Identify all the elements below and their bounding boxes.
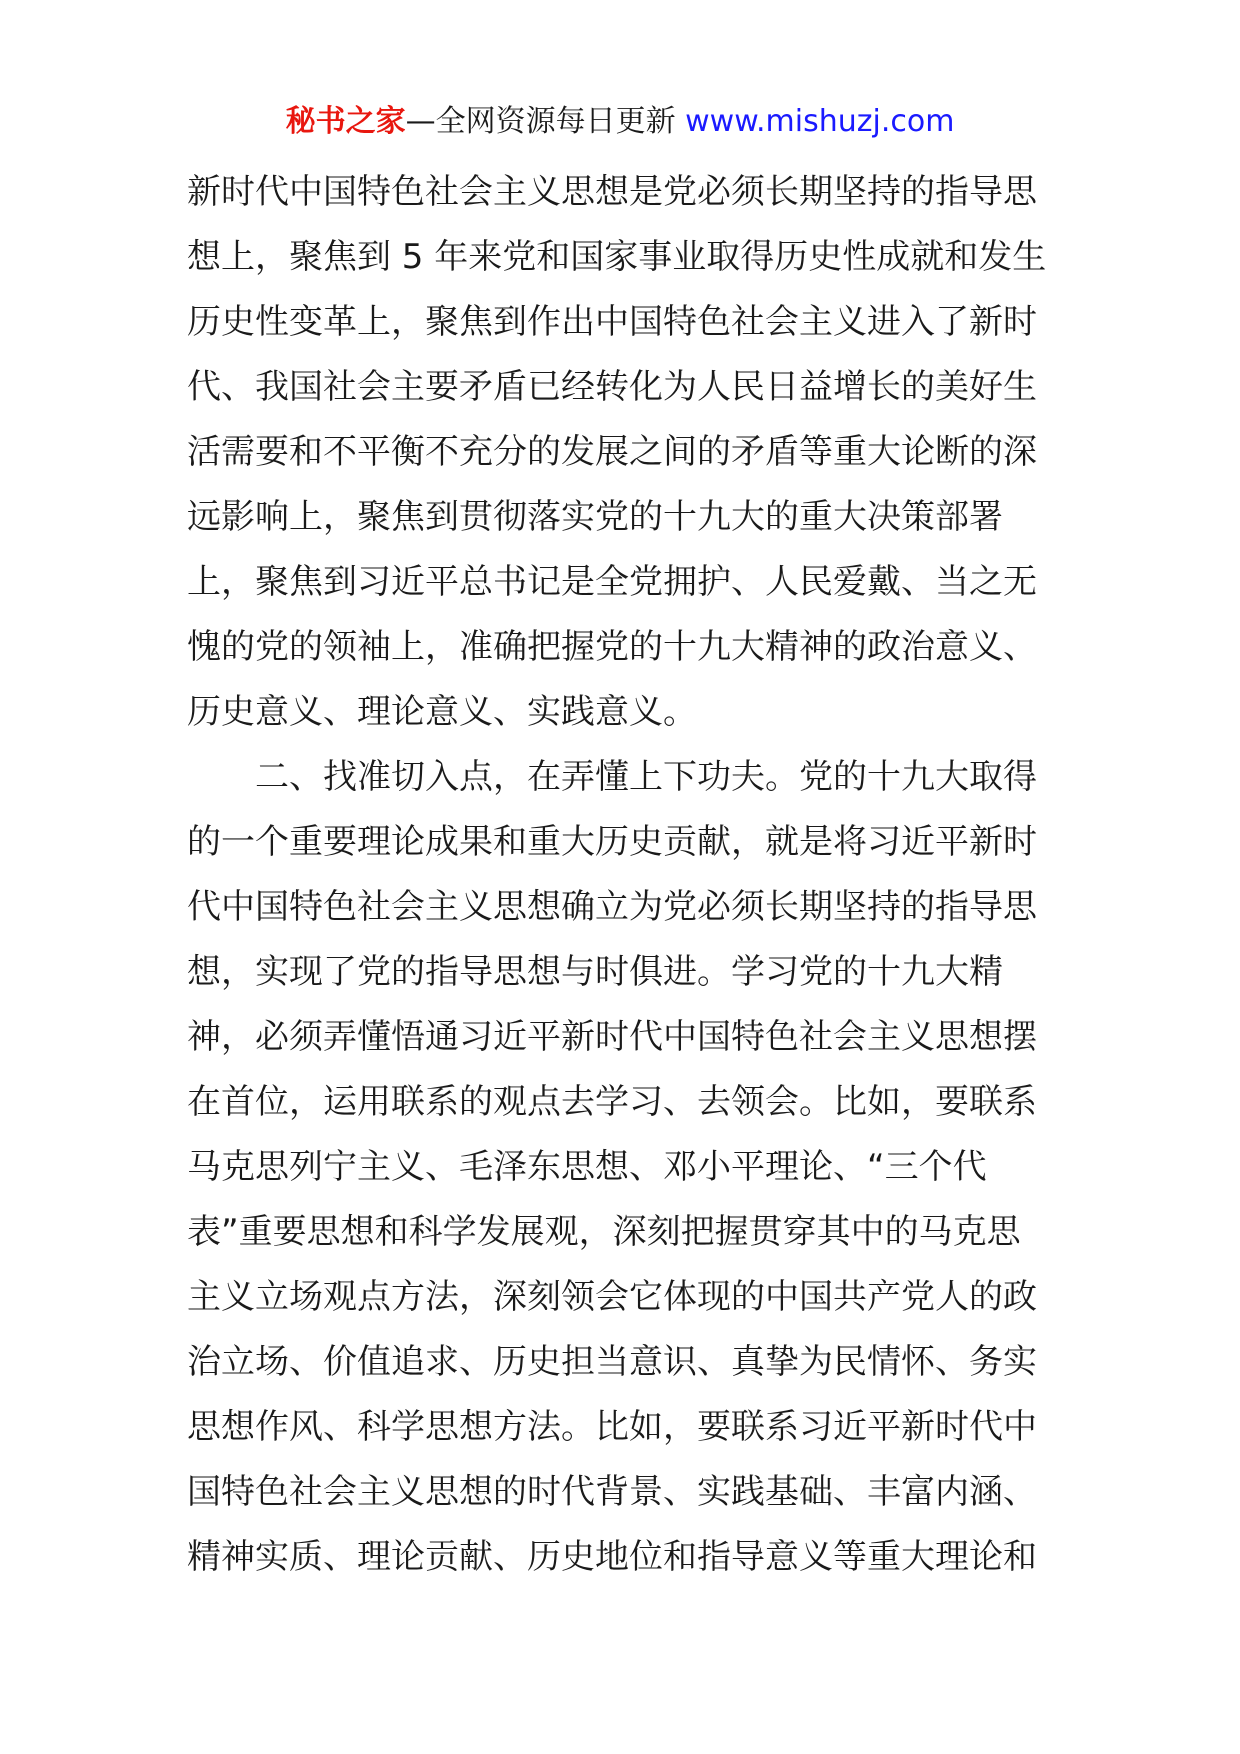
- text-line: 主义立场观点方法，深刻领会它体现的中国共产党人的政: [187, 1277, 1037, 1317]
- header-url-link[interactable]: www.mishuzj.com: [685, 104, 955, 139]
- header-brand: 秘书之家: [285, 104, 406, 139]
- text-line: 马克思列宁主义、毛泽东思想、邓小平理论、“三个代: [187, 1147, 987, 1187]
- text-line: 思想作风、科学思想方法。比如，要联系习近平新时代中: [187, 1407, 1037, 1447]
- text-line: 历史意义、理论意义、实践意义。: [187, 692, 697, 732]
- text-line: 精神实质、理论贡献、历史地位和指导意义等重大理论和: [187, 1537, 1037, 1577]
- text-line: 国特色社会主义思想的时代背景、实践基础、丰富内涵、: [187, 1472, 1037, 1512]
- text-line: 活需要和不平衡不充分的发展之间的矛盾等重大论断的深: [187, 432, 1037, 472]
- text-line: 想，实现了党的指导思想与时俱进。学习党的十九大精: [187, 952, 1003, 992]
- page-header: [0, 100, 1240, 144]
- text-line: 愧的党的领袖上，准确把握党的十九大精神的政治意义、: [187, 627, 1037, 667]
- text-line: 代、我国社会主要矛盾已经转化为人民日益增长的美好生: [187, 367, 1037, 407]
- text-line: 上，聚焦到习近平总书记是全党拥护、人民爱戴、当之无: [187, 562, 1037, 602]
- section-heading-line: 二、找准切入点，在弄懂上下功夫。党的十九大取得: [187, 757, 1037, 797]
- text-line: 神，必须弄懂悟通习近平新时代中国特色社会主义思想摆: [187, 1017, 1037, 1057]
- document-body: [187, 160, 1067, 1590]
- text-line: 想上，聚焦到 5 年来党和国家事业取得历史性成就和发生: [187, 237, 1047, 277]
- text-line: 远影响上，聚焦到贯彻落实党的十九大的重大决策部署: [187, 497, 1003, 537]
- text-line: 历史性变革上，聚焦到作出中国特色社会主义进入了新时: [187, 302, 1037, 342]
- text-line: 治立场、价值追求、历史担当意识、真挚为民情怀、务实: [187, 1342, 1037, 1382]
- text-line: 新时代中国特色社会主义思想是党必须长期坚持的指导思: [187, 172, 1037, 212]
- text-line: 代中国特色社会主义思想确立为党必须长期坚持的指导思: [187, 887, 1037, 927]
- text-line: 在首位，运用联系的观点去学习、去领会。比如，要联系: [187, 1082, 1037, 1122]
- text-line: 表”重要思想和科学发展观，深刻把握贯穿其中的马克思: [187, 1212, 1021, 1252]
- header-tagline: —全网资源每日更新: [405, 104, 686, 139]
- text-line: 的一个重要理论成果和重大历史贡献，就是将习近平新时: [187, 822, 1037, 862]
